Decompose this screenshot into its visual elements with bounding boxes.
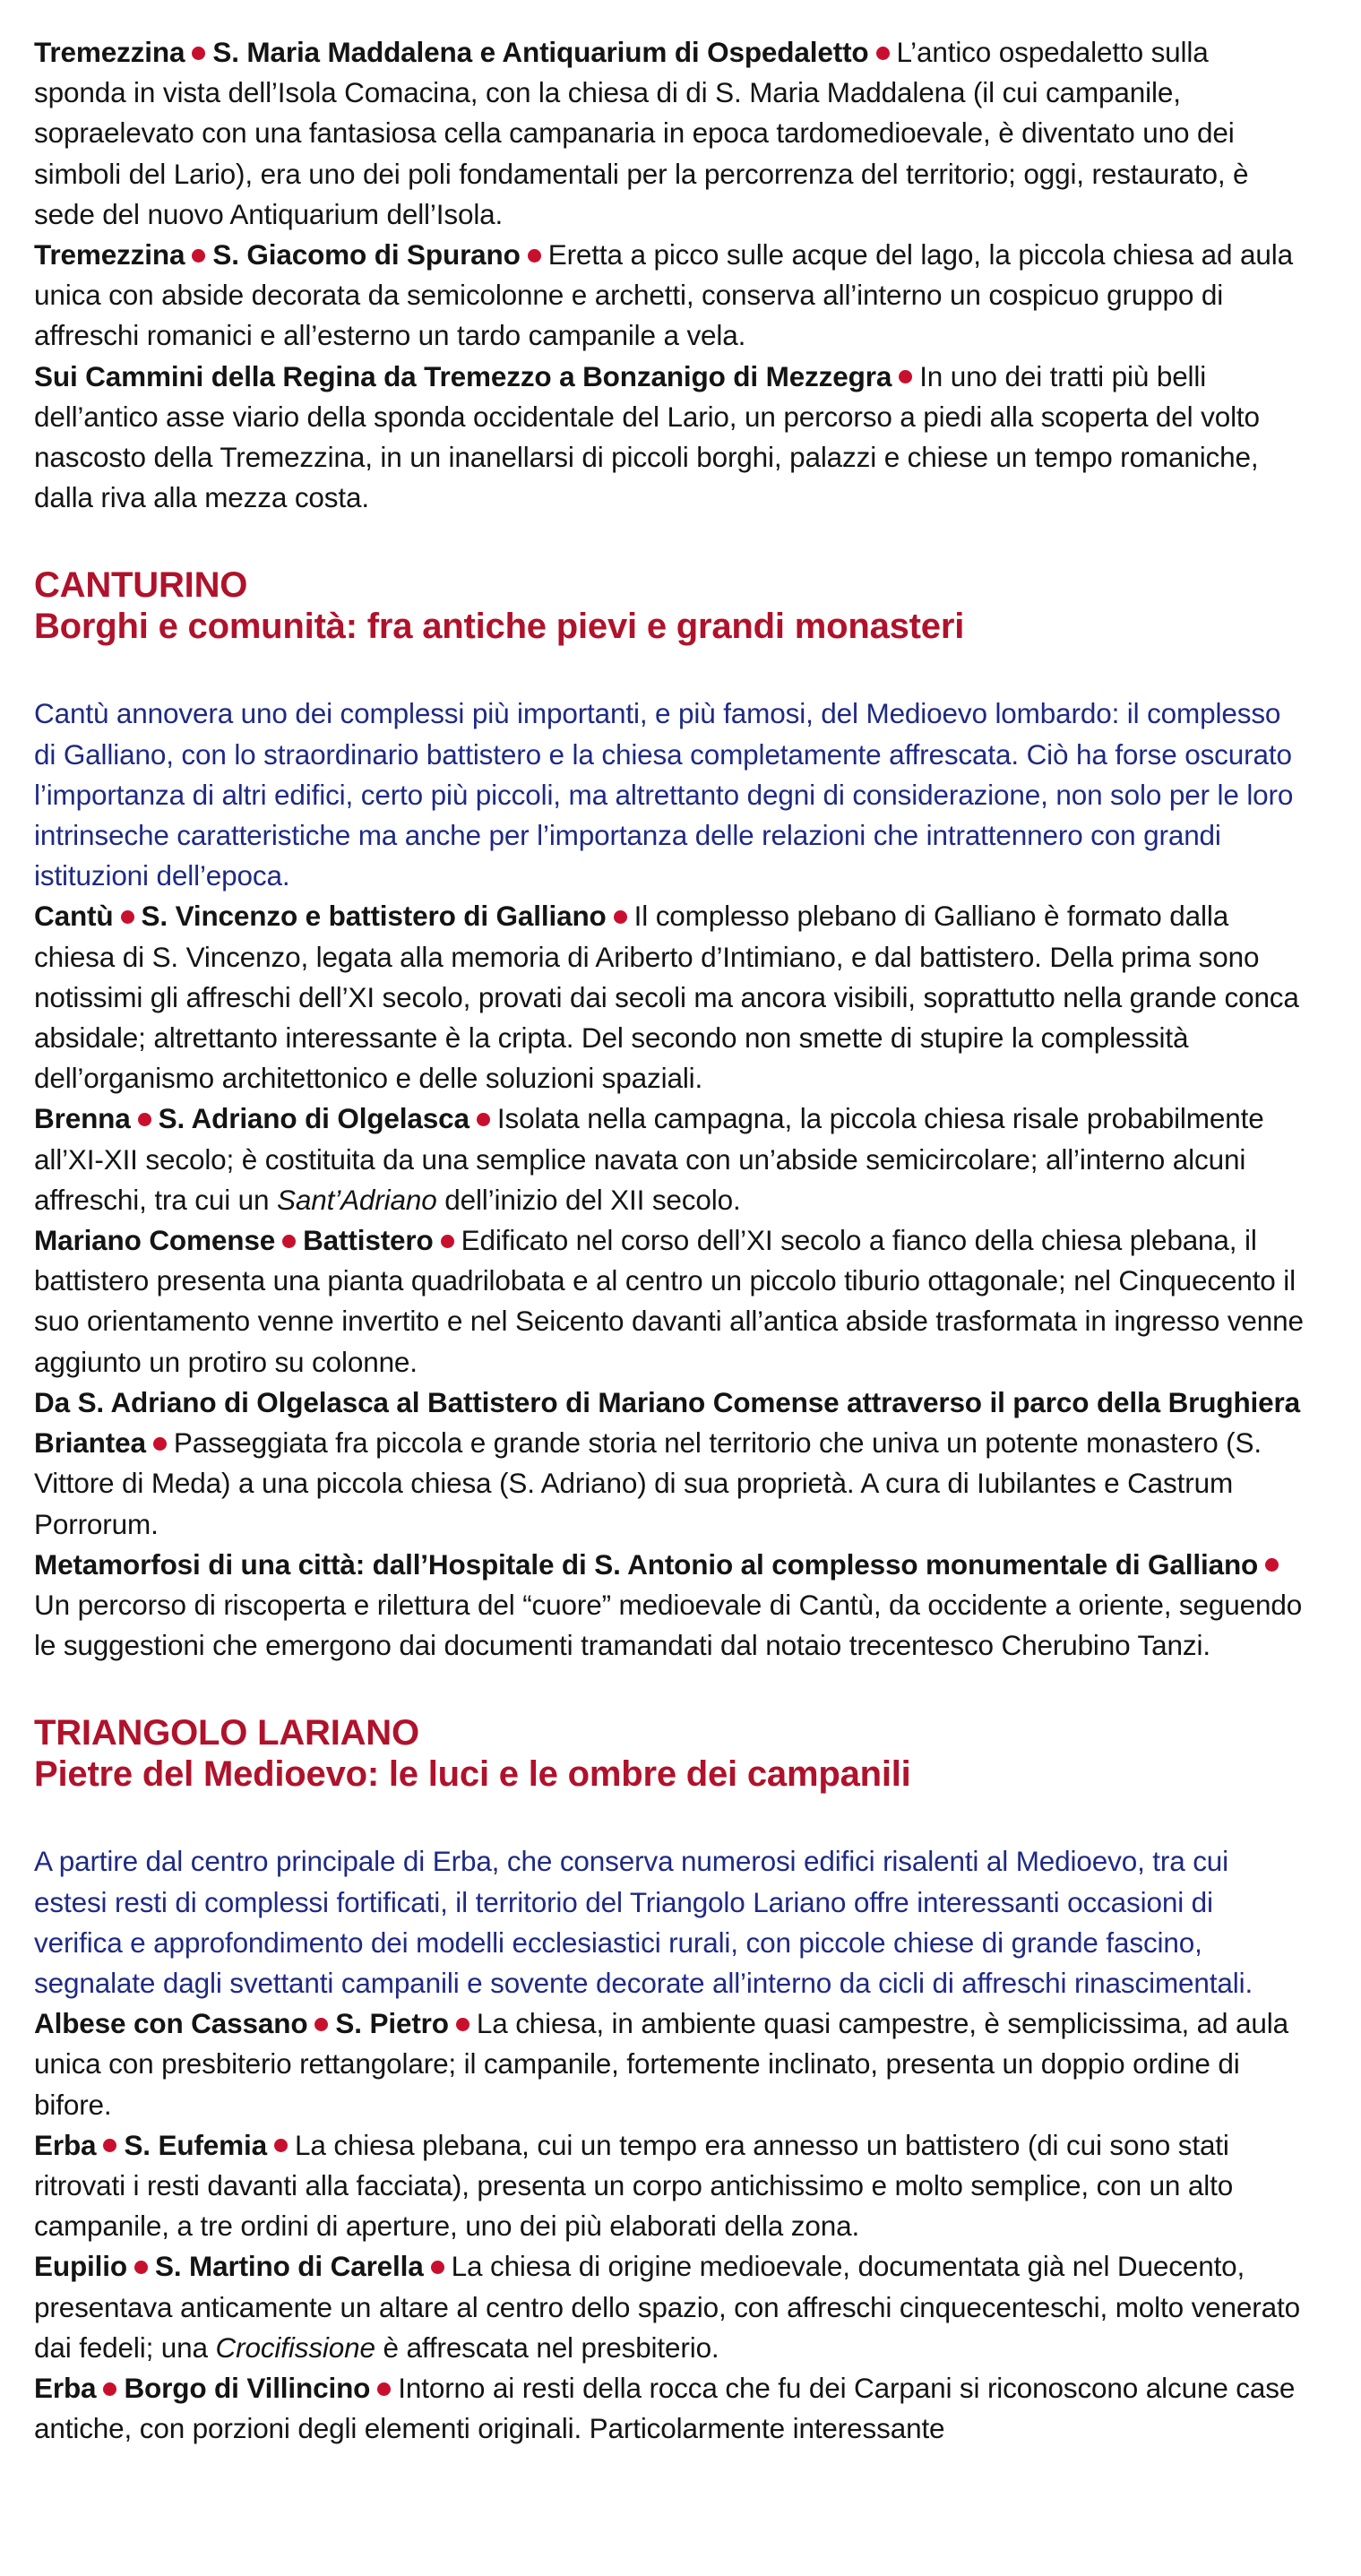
entry-eufemia xyxy=(34,2125,1307,2247)
entry-carella xyxy=(34,2246,1307,2368)
bullet-dot-icon xyxy=(134,2261,148,2274)
entry-text: Il complesso plebano di Galliano è formato dalla chiesa di S. Vincenzo, legata alla memoria di Ariberto d’Intimiano, e dal battistero. Della prima sono notissimi gli affreschi dell’XI secolo, provati dai secoli ma ancora visibili, soprattutto nella grande conca absidale; altrettanto interessante è la cripta. Del secondo non smette di stupire la complessità dell’organismo architettonico e delle soluzioni spaziali. xyxy=(34,900,1299,1095)
entry-mariano-battistero xyxy=(34,1220,1307,1383)
entry-place: Eupilio xyxy=(34,2250,127,2283)
entry-ospedaletto xyxy=(34,32,1307,235)
entry-site: Borgo di Villincino xyxy=(124,2371,371,2404)
entry-text: Intorno ai resti della rocca che fu dei Carpani si riconoscono alcune case antiche, con porzioni degli elementi originali. Particolarmente interessante xyxy=(34,2371,1296,2445)
bullet-dot-icon xyxy=(477,1113,490,1126)
entry-metamorfosi xyxy=(34,1545,1307,1667)
bullet-dot-icon xyxy=(103,2139,116,2152)
entry-title: Da S. Adriano di Olgelasca al Battistero di Mariano Comense attraverso il parco della Brughiera Briantea xyxy=(34,1385,1301,1460)
section-triangolo-heading xyxy=(34,1712,1307,1795)
bullet-dot-icon xyxy=(192,249,205,263)
entry-villincino xyxy=(34,2368,1307,2449)
entry-text: In uno dei tratti più belli dell’antico asse viario della sponda occidentale del Lario, un percorso a piedi alla scoperta del volto nascosto della Tremezzina, in un inanellarsi di piccoli borghi, palazzi e chiese un tempo romaniche, dalla riva alla mezza costa. xyxy=(34,359,1260,514)
entry-text: Edificato nel corso dell’XI secolo a fianco della chiesa plebana, il battistero presenta una pianta quadrilobata e al centro un piccolo tiburio ottagonale; nel Cinquecento il suo orientamento venne invertito e nel Seicento davanti all’antica abside trasformata in ingresso venne aggiunto un protiro su colonne. xyxy=(34,1224,1304,1378)
entry-title: Sui Cammini della Regina da Tremezzo a Bonzanigo di Mezzegra xyxy=(34,359,892,392)
entry-place: Erba xyxy=(34,2128,97,2161)
entry-place: Brenna xyxy=(34,1102,131,1135)
entry-brughiera-walk xyxy=(34,1383,1307,1545)
entry-text-end: è affrescata nel presbiterio. xyxy=(383,2330,719,2364)
entry-site: S. Vincenzo e battistero di Galliano xyxy=(141,900,607,933)
entry-place: Erba xyxy=(34,2371,97,2404)
entry-text: La chiesa plebana, cui un tempo era annesso un battistero (di cui sono stati ritrovati i resti davanti alla facciata), presenta un corpo antichissimo e molto semplice, con un alto campanile, a tre ordini di aperture, uno dei più elaborati della zona. xyxy=(34,2128,1234,2243)
entry-olgelasca xyxy=(34,1098,1307,1220)
section-region-title: CANTURINO xyxy=(34,565,248,606)
bullet-dot-icon xyxy=(899,370,912,383)
section-canturino-heading xyxy=(34,564,1307,647)
section-canturino-intro: Cantù annovera uno dei complessi più importanti, e più famosi, del Medioevo lombardo: il complesso di Galliano, con lo straordinario battistero e la chiesa completamente affrescata. Ciò ha forse oscurato l’importanza di altri edifici, certo più piccoli, ma altrettanto degni di considerazione, non solo per le loro intrinseche caratteristiche ma anche per l’importanza delle relazioni che intrattennero con grandi istituzioni dell’epoca. xyxy=(34,697,1294,892)
entry-place: Tremezzina xyxy=(34,36,185,68)
entry-place: Cantù xyxy=(34,900,114,933)
entry-site: S. Maria Maddalena e Antiquarium di Ospedaletto xyxy=(212,36,869,68)
entry-site: S. Giacomo di Spurano xyxy=(212,238,521,271)
entry-site: S. Adriano di Olgelasca xyxy=(158,1102,469,1135)
section-triangolo-intro: A partire dal centro principale di Erba, che conserva numerosi edifici risalenti al Medioevo, tra cui estesi resti di complessi fortificati, il territorio del Triangolo Lariano offre interessanti occasioni di verifica e approfondimento dei modelli ecclesiastici rurali, con piccole chiese di grande fascino, segnalate dagli svettanti campanili e sovente decorate all’interno da cicli di affreschi rinascimentali. xyxy=(34,1845,1253,1999)
entry-italic-title: Crocifissione xyxy=(215,2330,375,2364)
entry-site: S. Eufemia xyxy=(124,2128,267,2161)
bullet-dot-icon xyxy=(431,2261,444,2274)
bullet-dot-icon xyxy=(441,1235,454,1248)
section-subtitle: Pietre del Medioevo: le luci e le ombre dei campanili xyxy=(34,1754,911,1795)
bullet-dot-icon xyxy=(876,47,890,60)
entry-site: S. Pietro xyxy=(335,2007,449,2040)
bullet-dot-icon xyxy=(138,1113,151,1126)
bullet-dot-icon xyxy=(192,47,205,60)
bullet-dot-icon xyxy=(274,2139,288,2152)
bullet-dot-icon xyxy=(377,2382,391,2396)
entry-site: S. Martino di Carella xyxy=(154,2250,424,2283)
entry-text: Un percorso di riscoperta e rilettura del “cuore” medioevale di Cantù, da occidente a oriente, seguendo le suggestioni che emergono dai documenti tramandati dal notaio trecentesco Cherubino Tanzi. xyxy=(34,1588,1303,1662)
bullet-dot-icon xyxy=(121,910,134,924)
section-region-title: TRIANGOLO LARIANO xyxy=(34,1713,419,1753)
entry-title: Metamorfosi di una città: dall’Hospitale di S. Antonio al complesso monumentale di Galliano xyxy=(34,1547,1259,1581)
entry-text: L’antico ospedaletto sulla sponda in vista dell’Isola Comacina, con la chiesa di di S. Maria Maddalena (il cui campanile, sopraelevato con una fantasiosa cella campanaria in epoca tardomedioevale, è diventato uno dei simboli del Lario), era uno dei poli fondamentali per la percorrenza del territorio; oggi, restaurato, è sede del nuovo Antiquarium dell’Isola. xyxy=(34,36,1249,230)
bullet-dot-icon xyxy=(528,249,541,263)
entry-galliano xyxy=(34,896,1307,1098)
entry-site: Battistero xyxy=(303,1224,434,1257)
bullet-dot-icon xyxy=(282,1235,296,1248)
entry-spurano xyxy=(34,235,1307,357)
entry-place: Albese con Cassano xyxy=(34,2007,308,2040)
bullet-dot-icon xyxy=(1265,1558,1279,1572)
bullet-dot-icon xyxy=(456,2018,469,2031)
entry-place: Mariano Comense xyxy=(34,1224,276,1257)
entry-italic-title: Sant’Adriano xyxy=(277,1183,437,1216)
entry-text: Passeggiata fra piccola e grande storia nel territorio che univa un potente monastero (S. Vittore di Meda) a una piccola chiesa (S. Adriano) di sua proprietà. A cura di Iubilantes e Castrum Porrorum. xyxy=(34,1426,1262,1540)
section-subtitle: Borghi e comunità: fra antiche pievi e grandi monasteri xyxy=(34,607,965,647)
entry-text: Isolata nella campagna, la piccola chiesa risale probabilmente all’XI-XII secolo; è costituita da una semplice navata con un’abside semicircolare; all’interno alcuni affreschi, tra cui un xyxy=(34,1102,1264,1216)
entry-cammini-regina xyxy=(34,357,1307,519)
bullet-dot-icon xyxy=(314,2018,328,2031)
entry-text: La chiesa, in ambiente quasi campestre, è semplicissima, ad aula unica con presbiterio rettangolare; il campanile, fortemente inclinato, presenta un doppio ordine di bifore. xyxy=(34,2007,1288,2121)
entry-text: La chiesa di origine medioevale, documentata già nel Duecento, presentava anticamente un altare al centro dello spazio, con affreschi cinquecenteschi, molto venerato dai fedeli; una xyxy=(34,2250,1300,2364)
entry-text-end: dell’inizio del XII secolo. xyxy=(444,1183,741,1216)
entry-text: Eretta a picco sulle acque del lago, la piccola chiesa ad aula unica con abside decorata da semicolonne e archetti, conserva all’interno un cospicuo gruppo di affreschi romanici e all’esterno un tardo campanile a vela. xyxy=(34,238,1293,352)
bullet-dot-icon xyxy=(614,910,627,924)
entry-albese xyxy=(34,2003,1307,2125)
bullet-dot-icon xyxy=(103,2382,116,2396)
bullet-dot-icon xyxy=(153,1437,167,1451)
entry-place: Tremezzina xyxy=(34,238,185,271)
